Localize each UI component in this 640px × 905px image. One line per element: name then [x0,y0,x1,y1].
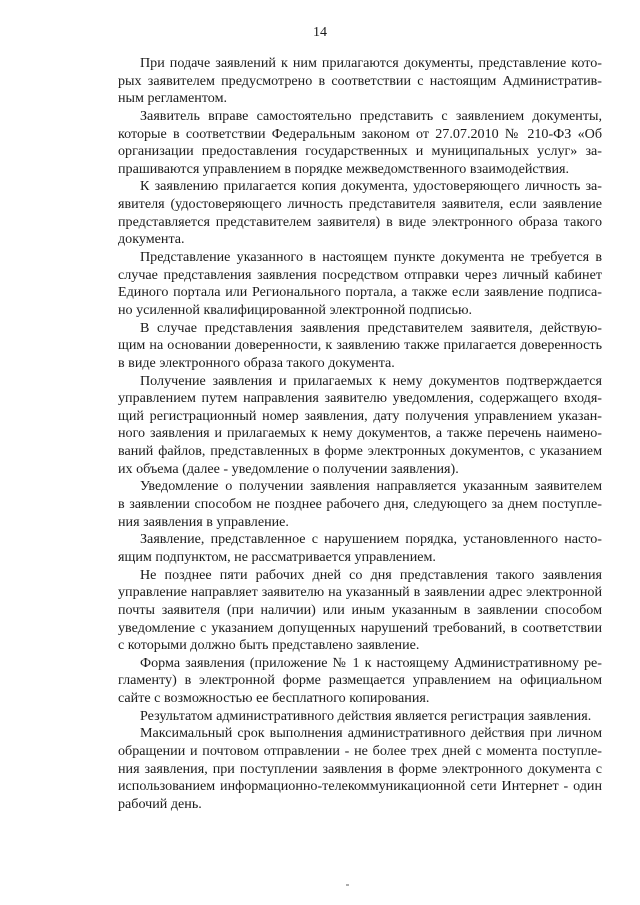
text-line: гламенту) в электронной форме размещается управлением на официальном [118,672,602,689]
text-line: При подаче заявлений к ним прилагаются документы, представление кото- [140,55,602,71]
text-line: Получение заявления и прилагаемых к нему документов подтверждается [140,372,602,389]
text-line: сайте с возможностью ее бесплатного копирования. [118,690,430,707]
text-line: ящим подпунктом, не рассматривается управлением. [118,548,436,565]
text-line: уведомление с указанием допущенных нарушений требований, в соответствии [118,619,602,636]
text-line: явителя (удостоверяющего личность представителя заявителя, если заявление [118,196,602,213]
text-line: ваний файлов, представленных в форме электронных документов, с указанием [118,443,602,460]
page-number: 14 [313,25,327,40]
text-line: обращении и почтовом отправлении - не более трех дней с момента поступле- [118,742,602,759]
paragraph-3 [118,178,602,249]
text-line: ным регламентом. [118,90,228,107]
paragraph-9 [118,567,602,655]
text-line: Заявитель вправе самостоятельно представить с заявлением документы, [140,107,602,124]
text-line: рабочий день. [118,795,202,812]
text-line: которые в соответствии Федеральным законом от 27.07.2010 № 210-ФЗ «Об [118,125,602,142]
text-line: Максимальный срок выполнения административного действия при личном [140,725,602,742]
text-line: управление направляет заявителю на указанный в заявлении адрес электронной [118,584,602,601]
text-line: управлением путем направления заявителю уведомления, содержащего входя- [118,390,602,407]
text-line: прашиваются управлением в порядке межведомственного взаимодействия. [118,160,570,177]
paragraph-4 [118,249,602,320]
text-line: в заявлении способом не позднее рабочего дня, следующего за днем поступле- [118,496,602,513]
paragraph-11 [118,708,602,726]
text-line: использованием информационно-телекоммуникационной сети Интернет - один [118,778,602,795]
text-line: щим на основании доверенности, к заявлению также прилагается доверенность [118,337,602,354]
text-line: Единого портала или Регионального портала, а также если заявление подписа- [118,284,602,301]
paragraph-12 [118,725,602,813]
text-line: с которыми должно быть представлено заявление. [118,637,420,654]
text-line: Уведомление о получении заявления направляется указанным заявителем [140,478,602,495]
text-line: Форма заявления (приложение № 1 к настоящему Административному ре- [140,654,602,671]
paragraph-5 [118,320,602,373]
paragraph-10 [118,655,602,708]
text-line: щий регистрационный номер заявления, дату получения управлением указан- [118,407,602,424]
text-line: ния заявления в управление. [118,513,289,530]
document-body [118,55,602,814]
text-line: Результатом административного действия является регистрация заявления. [140,707,592,724]
text-line: В случае представления заявления представителем заявителя, действую- [140,319,602,336]
text-line: Заявление, представленное с нарушением порядка, установленного насто- [140,531,602,548]
text-line: ния заявления, при поступлении заявления в форме электронного документа с [118,760,602,777]
text-line: случае представления заявления посредством отправки через личный кабинет [118,266,602,283]
text-line: организации предоставления государственных и муниципальных услуг» за- [118,143,602,160]
paragraph-7 [118,478,602,531]
text-line: рых заявителем предусмотрено в соответствии с настоящим Административ- [118,72,602,89]
text-line: но усиленной квалифицированной электронной подписью. [118,301,473,318]
text-line: их объема (далее - уведомление о получении заявления). [118,460,459,477]
text-line: почты заявителя (при наличии) или иным указанным в заявлении способом [118,601,602,618]
paragraph-8 [118,531,602,566]
text-line: К заявлению прилагается копия документа, удостоверяющего личность за- [140,178,602,195]
scan-artifact [346,884,349,886]
paragraph-6 [118,373,602,479]
text-line: в виде электронного образа такого документа. [118,354,395,371]
paragraph-1 [118,55,602,108]
text-line: ного заявления и прилагаемых к нему документов, а также перечень наимено- [118,425,602,442]
paragraph-2 [118,108,602,179]
text-line: Представление указанного в настоящем пункте документа не требуется в [140,249,602,266]
text-line: Не позднее пяти рабочих дней со дня представления такого заявления [140,566,602,583]
text-line: документа. [118,231,185,248]
text-line: представляется представителем заявителя) в виде электронного образа такого [118,213,602,230]
